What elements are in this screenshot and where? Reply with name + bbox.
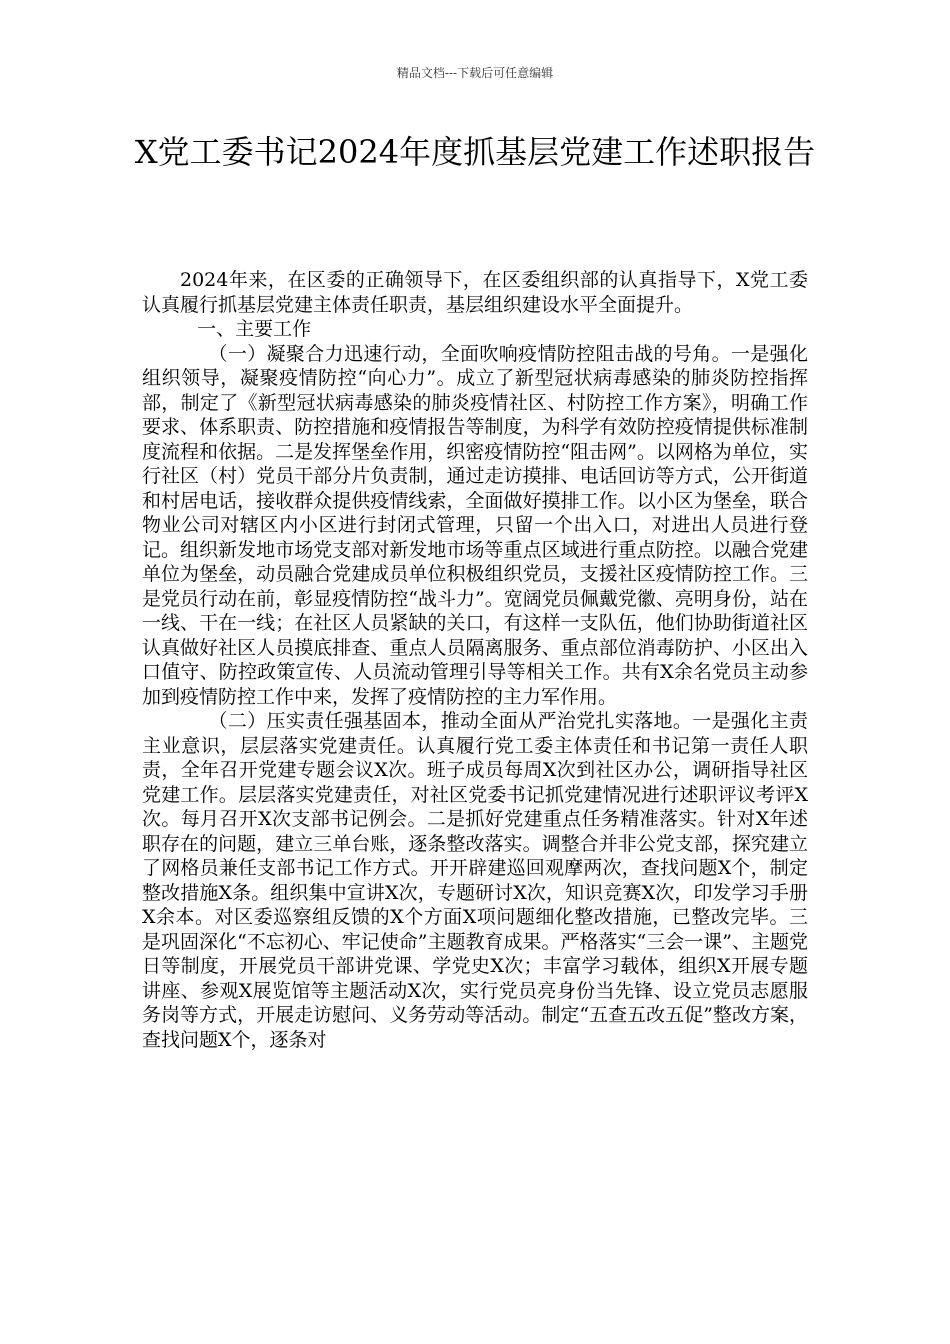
document-body	[142, 268, 808, 1052]
intro-paragraph: 2024年来，在区委的正确领导下，在区委组织部的认真指导下，X党工委认真履行抓基层党建主体责任职责，基层组织建设水平全面提升。	[142, 269, 808, 316]
body-paragraph: （一）凝聚合力迅速行动，全面吹响疫情防控阻击战的号角。一是强化组织领导，凝聚疫情防控“向心力”。成立了新型冠状病毒感染的肺炎防控指挥部，制定了《新型冠状病毒感染的肺炎疫情社区、村防控工作方案》，明确工作要求、体系职责、防控措施和疫情报告等制度，为科学有效防控疫情提供标准制度流程和依据。二是发挥堡垒作用，织密疫情防控“阻击网”。以网格为单位，实行社区（村）党员干部分片负责制，通过走访摸排、电话回访等方式，公开街道和村居电话，接收群众提供疫情线索，全面做好摸排工作。以小区为堡垒，联合物业公司对辖区内小区进行封闭式管理，只留一个出入口，对进出人员进行登记。组织新发地市场党支部对新发地市场等重点区域进行重点防控。以融合党建单位为堡垒，动员融合党建成员单位积极组织党员，支援社区疫情防控工作。三是党员行动在前，彰显疫情防控“战斗力”。宽阔党员佩戴党徽、亮明身份，站在一线、干在一线；在社区人员紧缺的关口，有这样一支队伍，他们协助街道社区认真做好社区人员摸底排查、重点人员隔离服务、重点部位消毒防护、小区出入口值守、防控政策宣传、人员流动管理引导等相关工作。共有X余名党员主动参加到疫情防控工作中来，发挥了疫情防控的主力军作用。	[142, 342, 808, 708]
section-heading: 一、主要工作	[197, 318, 312, 340]
document-title: X党工委书记2024年度抓基层党建工作述职报告	[134, 133, 816, 171]
page-header: 精品文档---下载后可任意编辑	[396, 66, 554, 80]
body-paragraph: （二）压实责任强基固本，推动全面从严治党扎实落地。一是强化主责主业意识，层层落实党建责任。认真履行党工委主体责任和书记第一责任人职责，全年召开党建专题会议X次。班子成员每周X次到社区办公，调研指导社区党建工作。层层落实党建责任，对社区党委书记抓党建情况进行述职评议考评X次。每月召开X次支部书记例会。二是抓好党建重点任务精准落实。针对X年述职存在的问题，建立三单台账，逐条整改落实。调整合并非公党支部，探究建立了网格员兼任支部书记工作方式。开开辟建巡回观摩两次，查找问题X个，制定整改措施X条。组织集中宣讲X次，专题研讨X次，知识竞赛X次，印发学习手册X余本。对区委巡察组反馈的X个方面X项问题细化整改措施，已整改完毕。三是巩固深化“不忘初心、牢记使命”主题教育成果。严格落实“三会一课”、主题党日等制度，开展党员干部讲党课、学党史X次；丰富学习载体，组织X开展专题讲座、参观X展览馆等主题活动X次，实行党员亮身份当先锋、设立党员志愿服务岗等方式，开展走访慰问、义务劳动等活动。制定“五查五改五促”整改方案，查找问题X个，逐条对	[142, 710, 808, 1051]
